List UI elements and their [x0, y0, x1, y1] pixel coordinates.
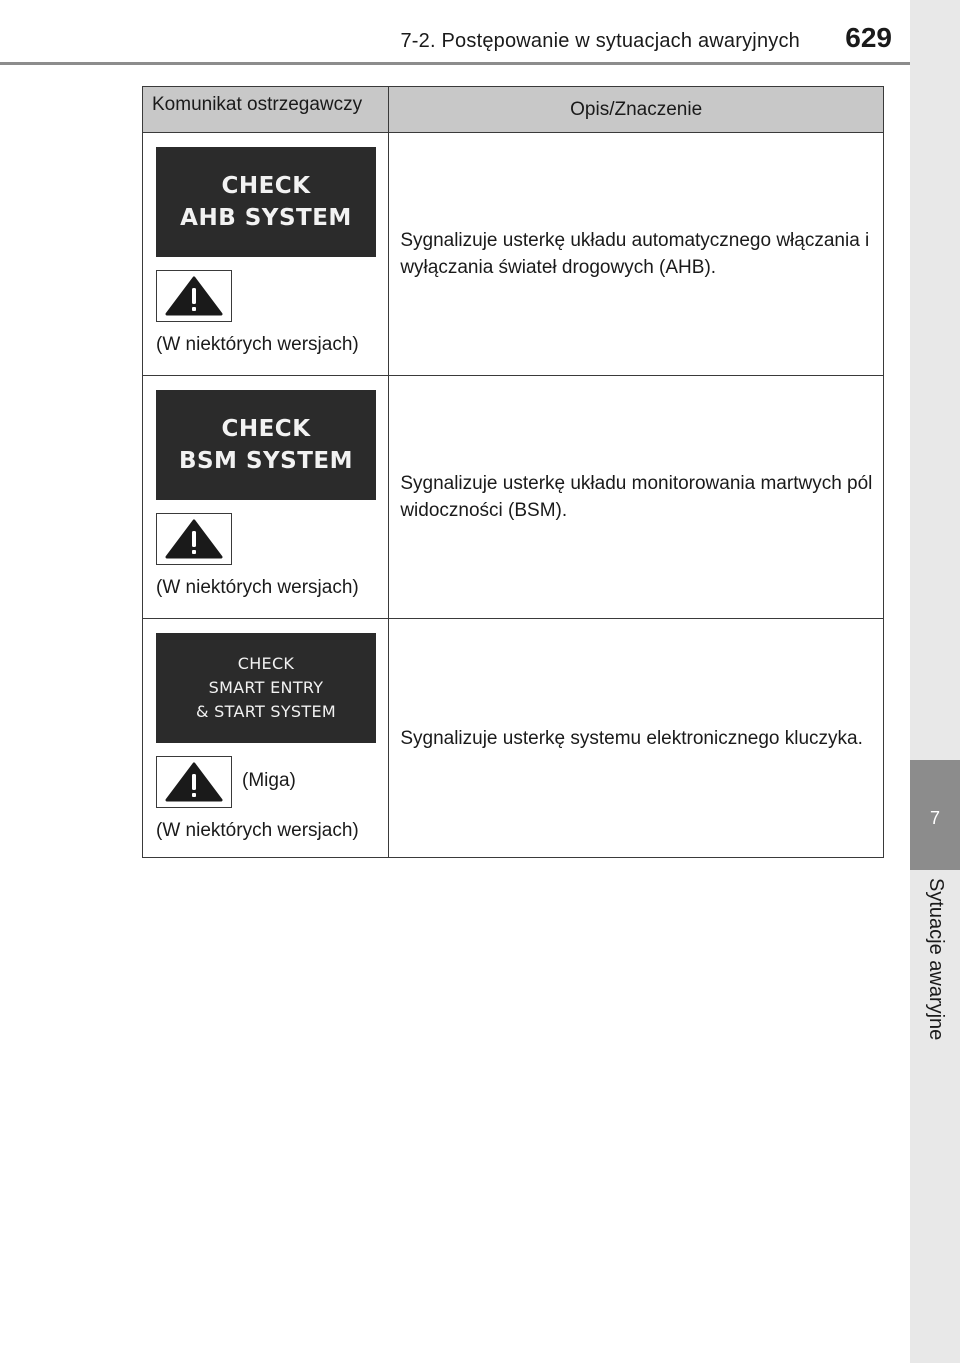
warning-triangle-icon	[164, 518, 224, 560]
variant-note: (W niektórych wersjach)	[156, 820, 359, 841]
warning-light-box	[156, 270, 232, 322]
message-cell	[143, 376, 389, 619]
chapter-number: 7	[929, 808, 940, 828]
warning-light-box	[156, 513, 232, 565]
page-header	[0, 0, 910, 64]
table-header-row	[143, 87, 884, 133]
table-row	[143, 619, 884, 858]
message-cell	[143, 133, 389, 376]
screen-line: CHECK	[237, 654, 295, 673]
screen-line: & START SYSTEM	[196, 702, 336, 721]
variant-note: (W niektórych wersjach)	[156, 577, 359, 598]
description-cell: Sygnalizuje usterkę systemu elektronicznego kluczyka.	[389, 619, 884, 858]
screen-line: SMART ENTRY	[208, 678, 324, 697]
description-cell: Sygnalizuje usterkę układu monitorowania martwych pól widoczności (BSM).	[389, 376, 884, 619]
message-display-screen	[156, 147, 376, 257]
header-divider	[0, 62, 910, 65]
column-header-message: Komunikat ostrzegawczy	[143, 87, 389, 133]
screen-line: AHB SYSTEM	[180, 205, 352, 231]
warning-light-row	[156, 513, 388, 565]
chapter-label: Sytuacje awaryjne	[925, 878, 947, 1041]
warning-light-box	[156, 756, 232, 808]
screen-line: CHECK	[221, 173, 311, 199]
warning-triangle-icon	[164, 761, 224, 803]
page-number: 629	[845, 22, 892, 53]
message-cell	[143, 619, 389, 858]
column-header-description: Opis/Znaczenie	[389, 87, 884, 133]
chapter-tab	[910, 760, 960, 870]
variant-note: (W niektórych wersjach)	[156, 334, 359, 355]
section-title: 7-2. Postępowanie w sytuacjach awaryjnych	[400, 30, 800, 52]
message-display-screen	[156, 633, 376, 743]
screen-line: CHECK	[221, 416, 311, 442]
warning-triangle-icon	[164, 275, 224, 317]
message-display-screen	[156, 390, 376, 500]
table-row	[143, 376, 884, 619]
table-row	[143, 133, 884, 376]
flash-label: (Miga)	[242, 770, 296, 791]
warning-light-row	[156, 756, 388, 808]
warning-light-row	[156, 270, 388, 322]
screen-line: BSM SYSTEM	[178, 448, 354, 474]
chapter-strip	[910, 0, 960, 1363]
description-cell: Sygnalizuje usterkę układu automatycznego włączania i wyłączania świateł drogowych (AHB).	[389, 133, 884, 376]
warning-messages-table	[142, 86, 884, 858]
